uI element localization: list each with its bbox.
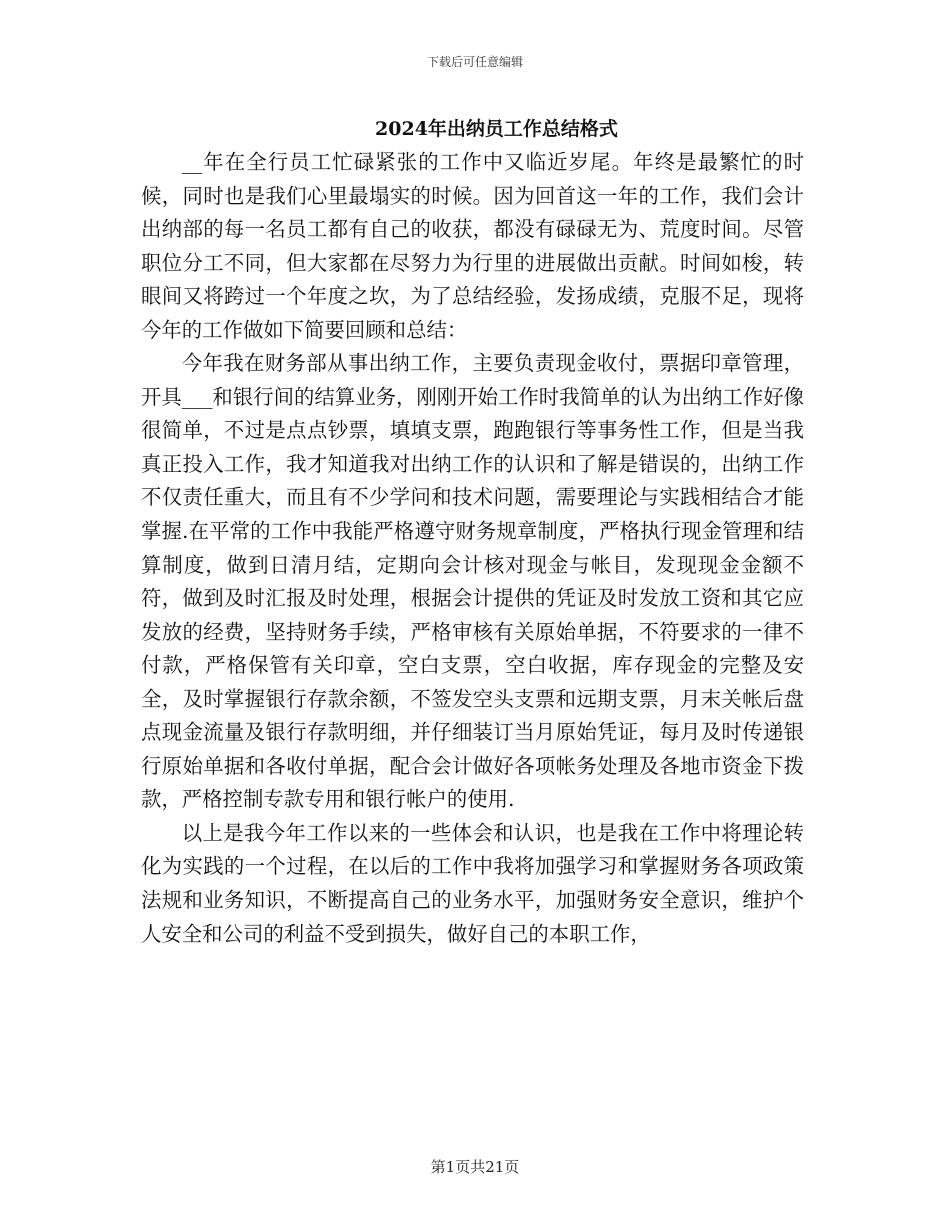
body-paragraph: 以上是我今年工作以来的一些体会和认识，也是我在工作中将理论转化为实践的一个过程，在以后的工作中我将加强学习和掌握财务各项政策法规和业务知识，不断提高自己的业务水平，加强财务安全意识，维护个人安全和公司的利益不受到损失，做好自己的本职工作， (141, 820, 804, 946)
document-body (141, 146, 804, 951)
page-header-note: 下载后可任意编辑 (426, 55, 523, 69)
document-title: 2024年出纳员工作总结格式 (375, 118, 618, 140)
body-paragraph: __年在全行员工忙碌紧张的工作中又临近岁尾。年终是最繁忙的时候，同时也是我们心里最塌实的时候。因为回首这一年的工作，我们会计出纳部的每一名员工都有自己的收获，都没有碌碌无为、荒度时间。尽管职位分工不同，但大家都在尽努力为行里的进展做出贡献。时间如梭，转眼间又将跨过一个年度之坎，为了总结经验，发扬成绩，克服不足，现将今年的工作做如下简要回顾和总结： (141, 150, 804, 342)
body-paragraph: 今年我在财务部从事出纳工作，主要负责现金收付，票据印章管理，开具___和银行间的结算业务，刚刚开始工作时我简单的认为出纳工作好像很简单，不过是点点钞票，填填支票，跑跑银行等事务性工作，但是当我真正投入工作，我才知道我对出纳工作的认识和了解是错误的，出纳工作不仅责任重大，而且有不少学问和技术问题，需要理论与实践相结合才能掌握.在平常的工作中我能严格遵守财务规章制度，严格执行现金管理和结算制度，做到日清月结，定期向会计核对现金与帐目，发现现金金额不符，做到及时汇报及时处理，根据会计提供的凭证及时发放工资和其它应发放的经费，坚持财务手续，严格审核有关原始单据，不符要求的一律不付款，严格保管有关印章，空白支票，空白收据，库存现金的完整及安全，及时掌握银行存款余额，不签发空头支票和远期支票，月末关帐后盘点现金流量及银行存款明细，并仔细装订当月原始凭证，每月及时传递银行原始单据和各收付单据，配合会计做好各项帐务处理及各地市资金下拨款，严格控制专款专用和银行帐户的使用. (141, 351, 804, 812)
page-number: 第1页共21页 (430, 1158, 520, 1176)
